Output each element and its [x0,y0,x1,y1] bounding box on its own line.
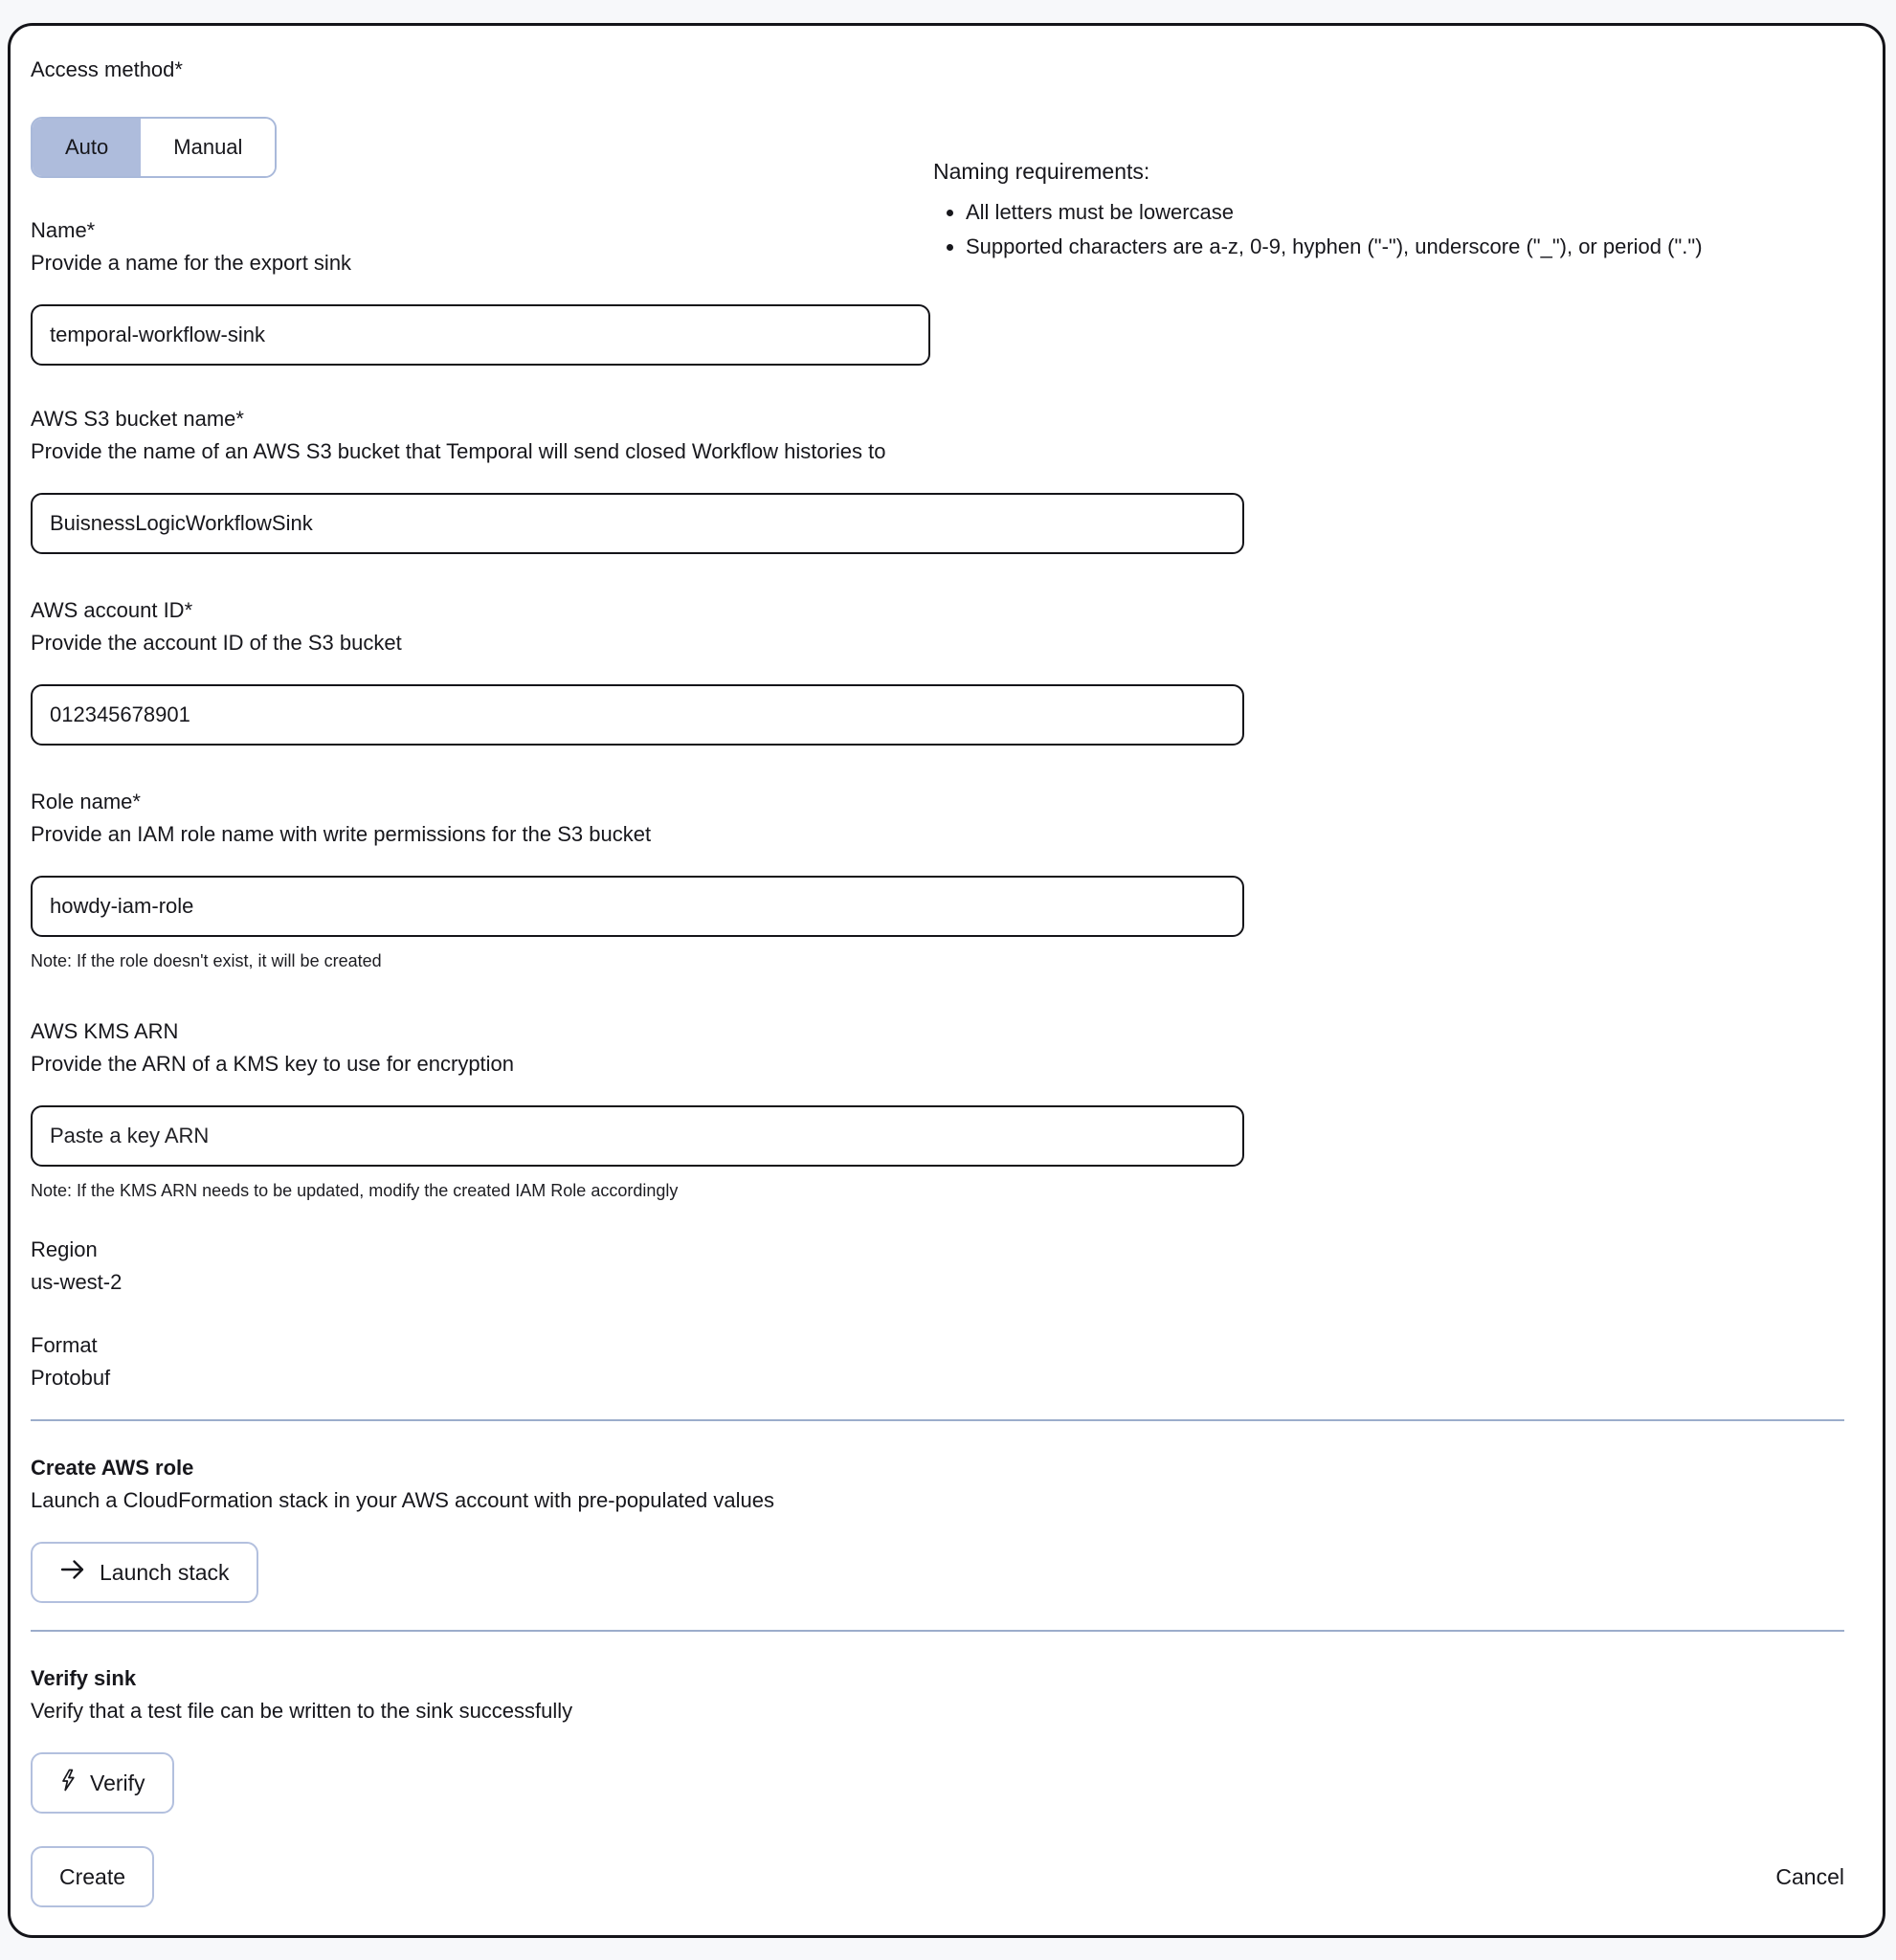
role-name-note: Note: If the role doesn't exist, it will be created [31,951,382,970]
kms-arn-label: AWS KMS ARN [31,1019,179,1043]
access-method-toggle [31,117,277,178]
s3-bucket-description: Provide the name of an AWS S3 bucket that Temporal will send closed Workflow histories to [31,439,886,463]
create-aws-role-section [31,1456,1844,1603]
arrow-right-icon [59,1558,86,1587]
lightning-icon [59,1768,77,1798]
region-group [31,1237,1844,1295]
create-aws-role-description: Launch a CloudFormation stack in your AWS account with pre-populated values [31,1488,774,1512]
s3-bucket-field-group [31,407,1844,554]
format-label: Format [31,1333,98,1357]
divider [31,1630,1844,1632]
region-value: us-west-2 [31,1270,123,1294]
naming-requirement-item: • Supported characters are a-z, 0-9, hyphen ("-"), underscore ("_"), or period (".") [966,231,1713,263]
form-actions [31,1846,1844,1907]
create-button[interactable] [31,1846,154,1907]
account-id-field-group [31,598,1844,746]
kms-arn-field-group [31,1019,1844,1201]
verify-sink-section [31,1666,1844,1814]
naming-requirements-title: Naming requirements: [933,159,1150,184]
create-button-label: Create [59,1863,126,1889]
s3-bucket-input[interactable] [31,493,1244,554]
s3-bucket-label: AWS S3 bucket name* [31,407,244,431]
format-value: Protobuf [31,1366,111,1390]
naming-requirements [933,158,1713,265]
role-name-field-group [31,790,1844,971]
kms-arn-note: Note: If the KMS ARN needs to be updated, modify the created IAM Role accordingly [31,1181,679,1200]
kms-arn-description: Provide the ARN of a KMS key to use for encryption [31,1052,515,1076]
role-name-input[interactable] [31,876,1244,937]
name-label: Name* [31,218,96,242]
access-method-option-manual[interactable]: Manual [141,119,275,176]
verify-button[interactable] [31,1752,174,1814]
access-method-label: Access method* [31,57,183,81]
launch-stack-button[interactable] [31,1542,258,1603]
role-name-description: Provide an IAM role name with write permissions for the S3 bucket [31,822,652,846]
role-name-label: Role name* [31,790,141,813]
create-aws-role-title: Create AWS role [31,1456,194,1480]
region-label: Region [31,1237,98,1261]
launch-stack-button-label: Launch stack [100,1559,230,1585]
verify-sink-description: Verify that a test file can be written to the sink successfully [31,1699,573,1723]
naming-requirement-item: • All letters must be lowercase [966,196,1713,229]
account-id-input[interactable] [31,684,1244,746]
access-method-option-auto[interactable]: Auto [33,119,141,176]
name-input[interactable] [31,304,930,366]
account-id-description: Provide the account ID of the S3 bucket [31,631,402,655]
account-id-label: AWS account ID* [31,598,193,622]
divider [31,1419,1844,1421]
name-description: Provide a name for the export sink [31,251,352,275]
format-group [31,1333,1844,1391]
create-export-sink-form [8,23,1885,1938]
verify-button-label: Verify [90,1770,145,1795]
cancel-button[interactable]: Cancel [1775,1863,1844,1889]
kms-arn-input[interactable] [31,1105,1244,1167]
naming-requirements-list [933,196,1713,263]
verify-sink-title: Verify sink [31,1666,137,1690]
